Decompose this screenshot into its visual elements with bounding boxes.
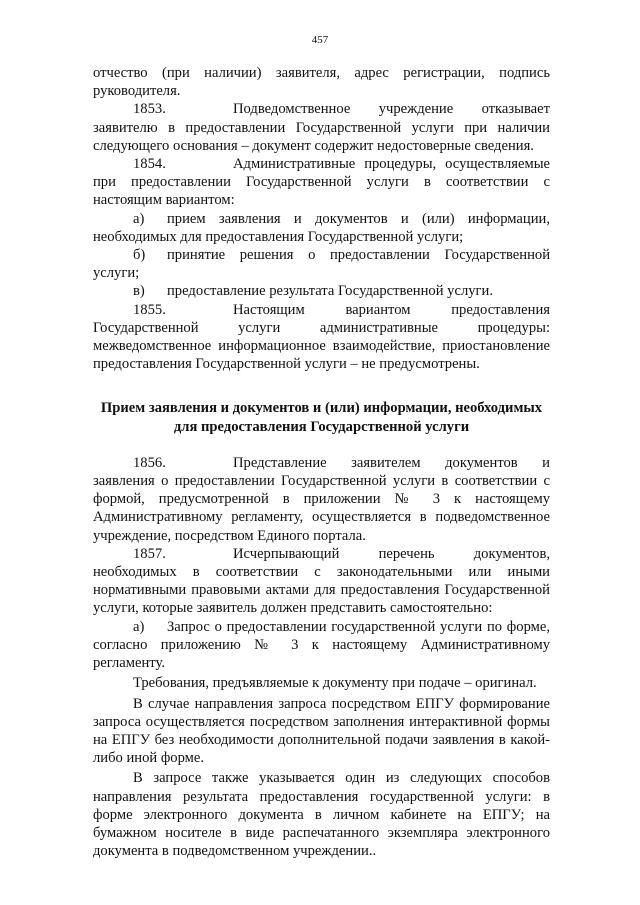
item-text: Запрос о предоставлении государственной услуги по форме, согласно приложению № 3 к настоящему Административному регламенту. [93,618,550,672]
paragraph-1855 [93,301,550,374]
clause-number: 1856. [133,454,166,471]
list-item-b [93,246,550,282]
clause-text: Подведомственное учреждение отказывает заявителю в предоставлении Государственной услуги при наличии следующего основания – документ содержит недостоверные сведения. [93,101,550,154]
item-text: предоставление результата Государственной услуги. [167,283,493,300]
paragraph-result-ways: В запросе также указывается один из следующих способов направления результата предоставления государственной услуги: в форме электронного документа в личном кабинете на ЕПГУ; на бумажном носителе в виде распечатанного экземпляра электронного документа в подведомственном учреждении.. [93,770,550,860]
paragraph-epgu: В случае направления запроса посредством ЕПГУ формирование запроса осуществляется посредством заполнения интерактивной формы на ЕПГУ без необходимости дополнительной подачи заявления в какой-либо иной форме. [93,695,550,767]
item-text: прием заявления и документов и (или) информации, необходимых для предоставления Государственной услуги; [93,210,550,245]
clause-text: Настоящим вариантом предоставления Государственной услуги административные процедуры: межведомственное информационное взаимодействие, приостановление предоставления Государственной услуги – не предусмотрены. [93,301,550,373]
clause-number: 1853. [133,101,166,118]
item-text: принятие решения о предоставлении Государственной услуги; [93,247,550,282]
paragraph-requirements: Требования, предъявляемые к документу при подаче – оригинал. [133,675,537,692]
paragraph-1854 [93,155,550,210]
item-letter: в) [133,283,145,300]
list-item-v [93,282,550,300]
clause-text: Административные процедуры, осуществляемые при предоставлении Государственной услуги в соответствии с настоящим вариантом: [93,156,550,209]
paragraph-1856 [93,454,550,545]
section-heading: Прием заявления и документов и (или) информации, необходимых для предоставления Государственной услуги [100,400,543,435]
paragraph-1857 [93,545,550,618]
page-number: 457 [311,34,329,46]
paragraph-continuation: отчество (при наличии) заявителя, адрес регистрации, подпись руководителя. [93,65,550,100]
clause-number: 1857. [133,545,166,562]
item-letter: а) [133,618,145,635]
document-body [93,64,550,860]
clause-number: 1855. [133,301,166,318]
clause-text: Исчерпывающий перечень документов, необходимых в соответствии с законодательными или иными нормативными правовыми актами для предоставления Государственной услуги, которые заявитель должен представить самостоятельно: [93,545,550,617]
clause-number: 1854. [133,156,166,173]
paragraph-1853 [93,100,550,155]
list-item-a-request [93,618,550,673]
clause-text: Представление заявителем документов и заявления о предоставлении Государственной услуги в соответствии с формой, предусмотренной в приложении № 3 к настоящему Административному регламенту, осуществляется в подведомственное учреждение, посредством Единого портала. [93,454,550,544]
item-letter: а) [133,210,145,227]
list-item-a [93,210,550,246]
item-letter: б) [133,247,146,264]
